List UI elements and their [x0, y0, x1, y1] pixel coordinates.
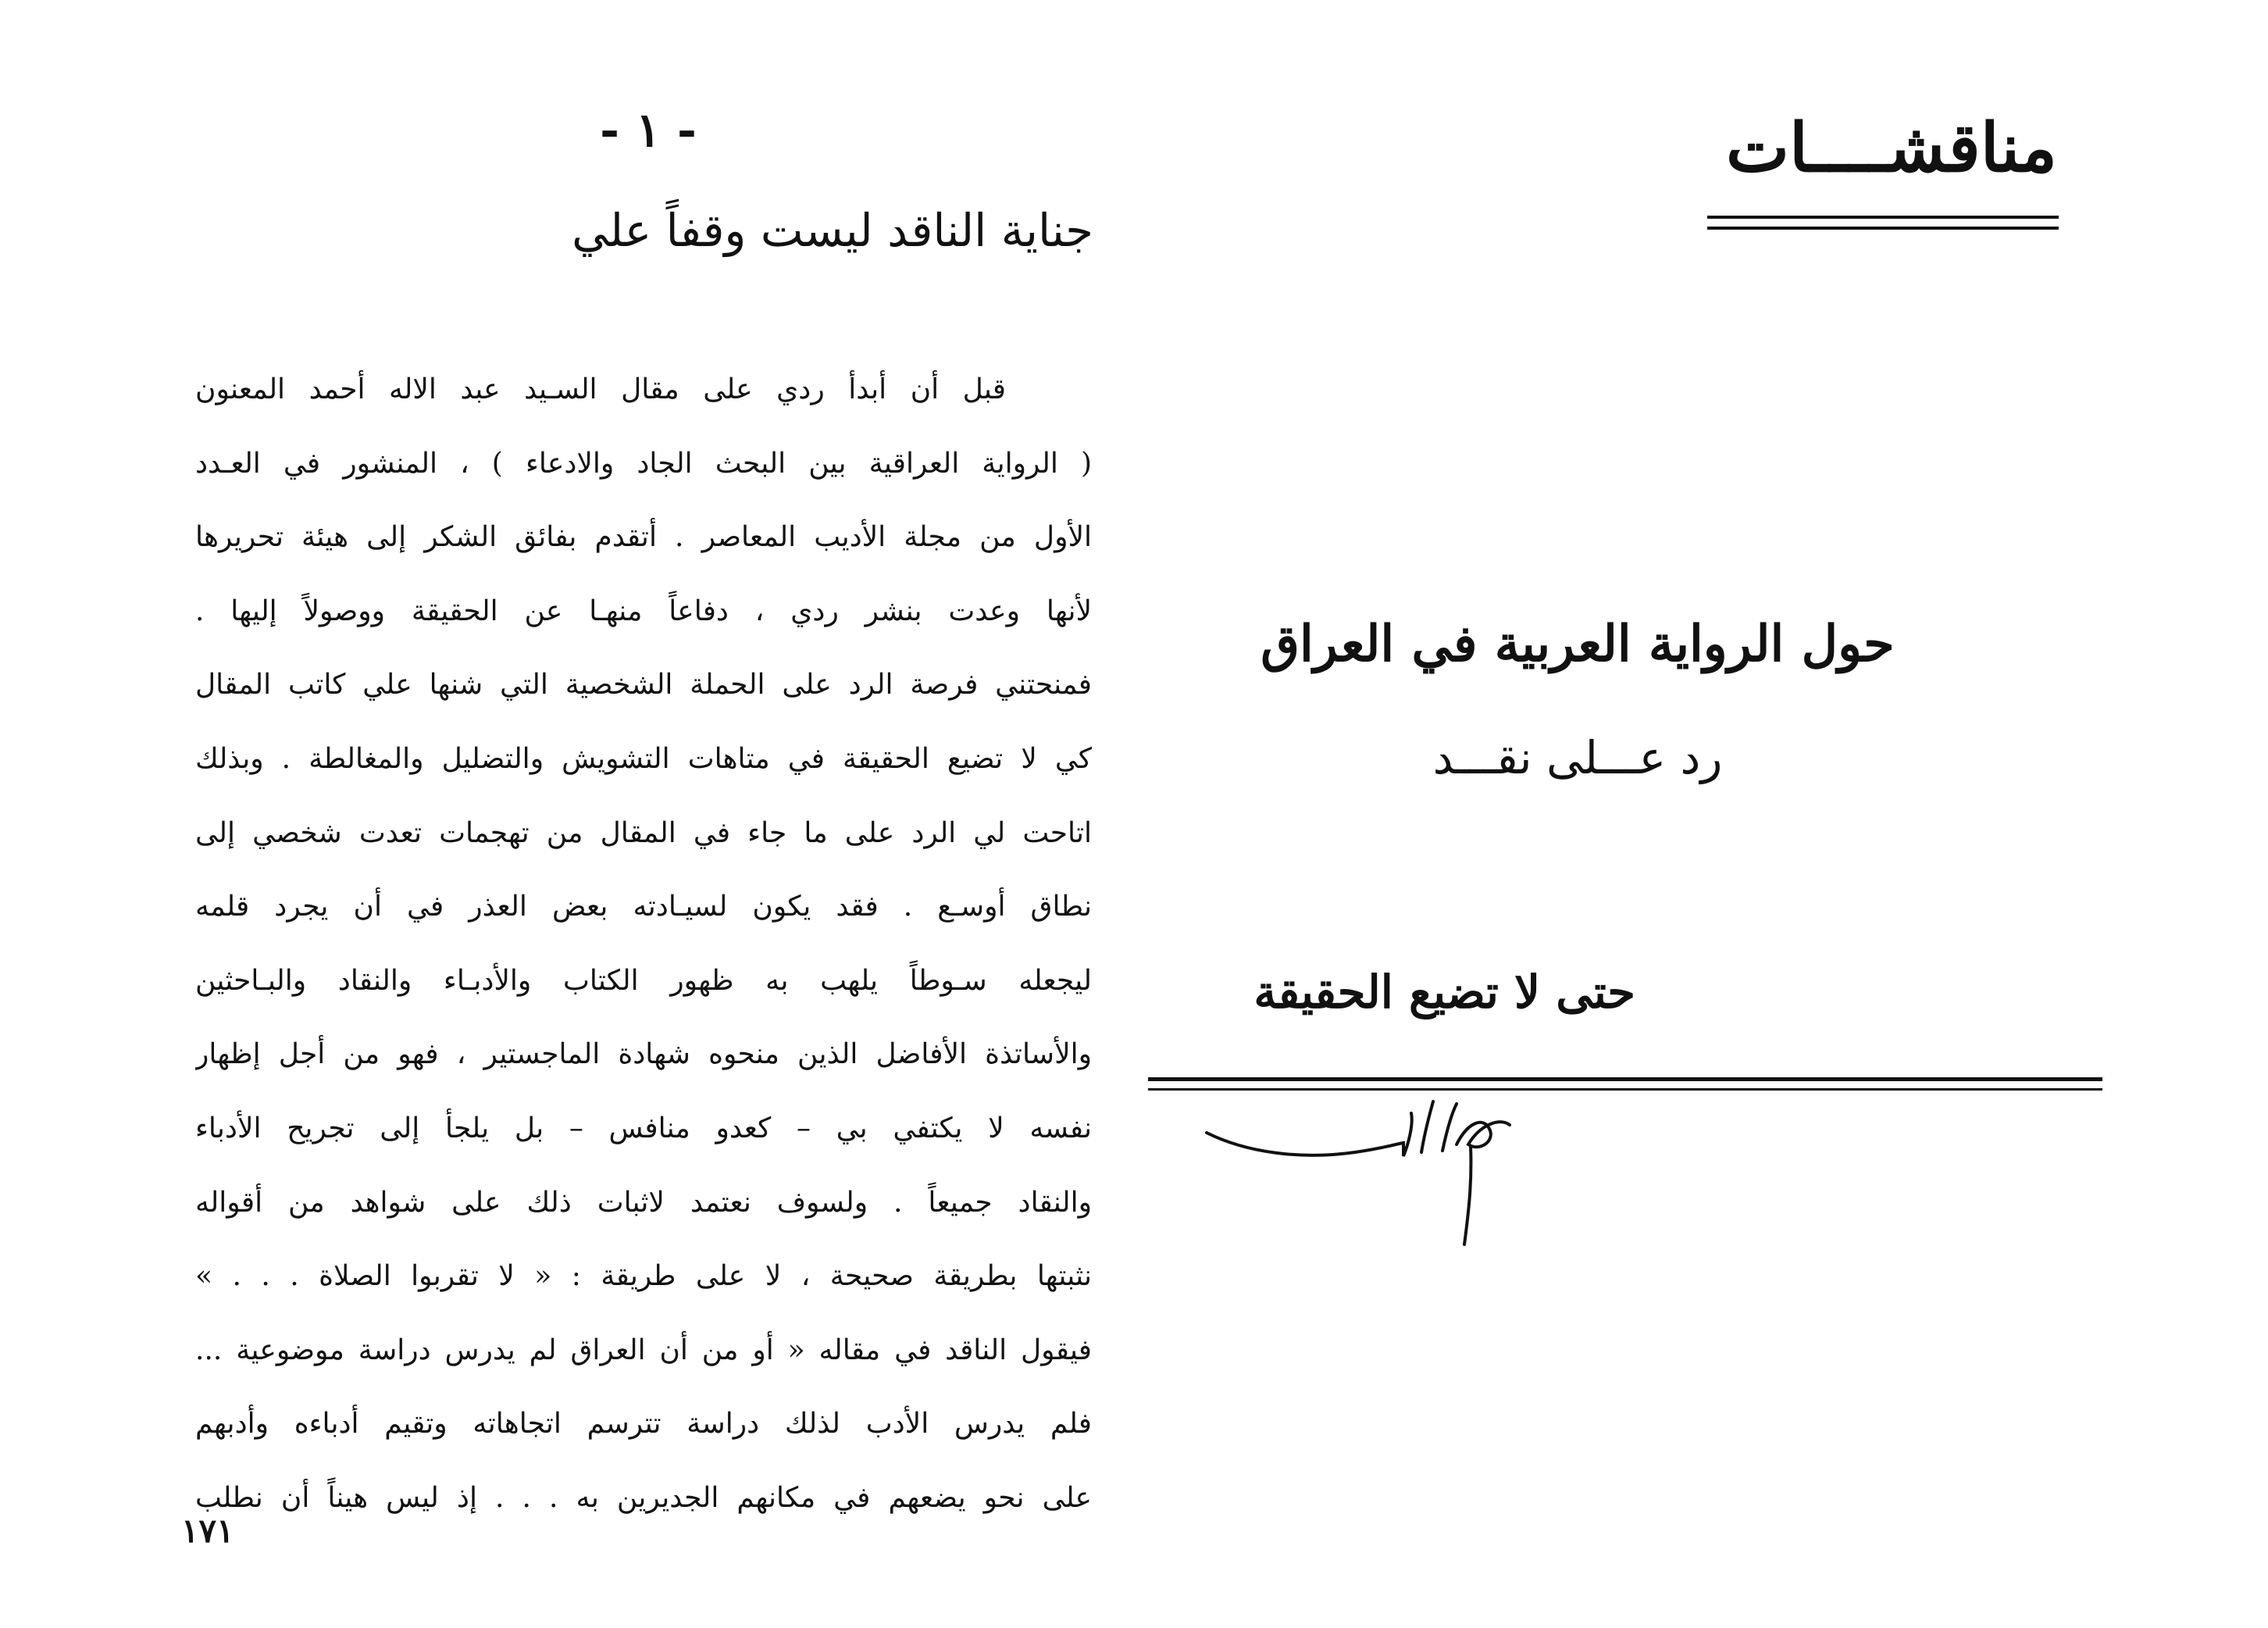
body-line: والنقاد جميعاً . ولسوف نعتمد لاثبات ذلك على شواهد من أقواله — [195, 1186, 1092, 1219]
body-line: والأساتذة الأفاضل الذين منحوه شهادة الماجستير ، فهو من أجل إظهار — [195, 1038, 1092, 1071]
body-text — [195, 353, 1092, 1536]
author-signature — [1199, 1098, 1527, 1254]
body-line: نثبتها بطريقة صحيحة ، لا على طريقة : « لا تقربوا الصلاة . . . » — [195, 1260, 1092, 1293]
section-title-rule — [1707, 216, 2059, 219]
article-subtitle: رد عـــلى نقـــد — [1432, 731, 1723, 784]
body-line: فيقول الناقد في مقاله « أو من أن العراق لم يدرس دراسة موضوعية ... — [195, 1333, 1092, 1366]
body-line: فمنحتني فرصة الرد على الحملة الشخصية التي شنها علي كاتب المقال — [195, 669, 1092, 702]
body-line: اتاحت لي الرد على ما جاء في المقال من تهجمات تعدت شخصي إلى — [195, 816, 1092, 849]
body-line: على نحو يضعهم في مكانهم الجديرين به . . . إذ ليس هيناً أن نطلب — [195, 1481, 1092, 1514]
section-title: مناقشــــات — [1726, 109, 2057, 187]
section-title-rule — [1707, 227, 2059, 230]
body-line: كي لا تضيع الحقيقة في متاهات التشويش والتضليل والمغالطة . وبذلك — [195, 742, 1092, 775]
body-line: نطاق أوسـع . فقد يكون لسيـادته بعض العذر في أن يجرد قلمه — [195, 891, 1092, 923]
article-heading: حتى لا تضيع الحقيقة — [1253, 966, 1635, 1019]
body-line: قبل أن أبدأ ردي على مقال السـيد عبد الاله أحمد المعنون — [195, 373, 1006, 405]
heading-rule — [1148, 1077, 2102, 1081]
body-line: الأول من مجلة الأديب المعاصر . أتقدم بفائق الشكر إلى هيئة تحريرها — [195, 521, 1092, 554]
part-number: - ١ - — [600, 103, 697, 158]
body-line: نفسه لا يكتفي بي – كعدو منافس – بل يلجأ إلى تجريح الأدباء — [195, 1112, 1092, 1144]
article-title: حول الرواية العربية في العراق — [1261, 615, 1895, 673]
heading-rule — [1148, 1088, 2102, 1091]
body-line: لأنها وعدت بنشر ردي ، دفاعاً منهـا عن الحقيقة ووصولاً إليها . — [195, 594, 1092, 627]
body-line: ( الرواية العراقية بين البحث الجاد والادعاء ) ، المنشور في العـدد — [195, 447, 1092, 480]
page-number: ١٧١ — [181, 1512, 234, 1550]
reply-title: جناية الناقد ليست وقفاً علي — [572, 204, 1093, 257]
body-line: ليجعله سـوطاً يلهب به ظهور الكتاب والأدبـاء والنقاد والبـاحثين — [195, 964, 1092, 997]
body-line: فلم يدرس الأدب لذلك دراسة تترسم اتجاهاته وتقيم أدباءه وأدبهم — [195, 1408, 1092, 1441]
